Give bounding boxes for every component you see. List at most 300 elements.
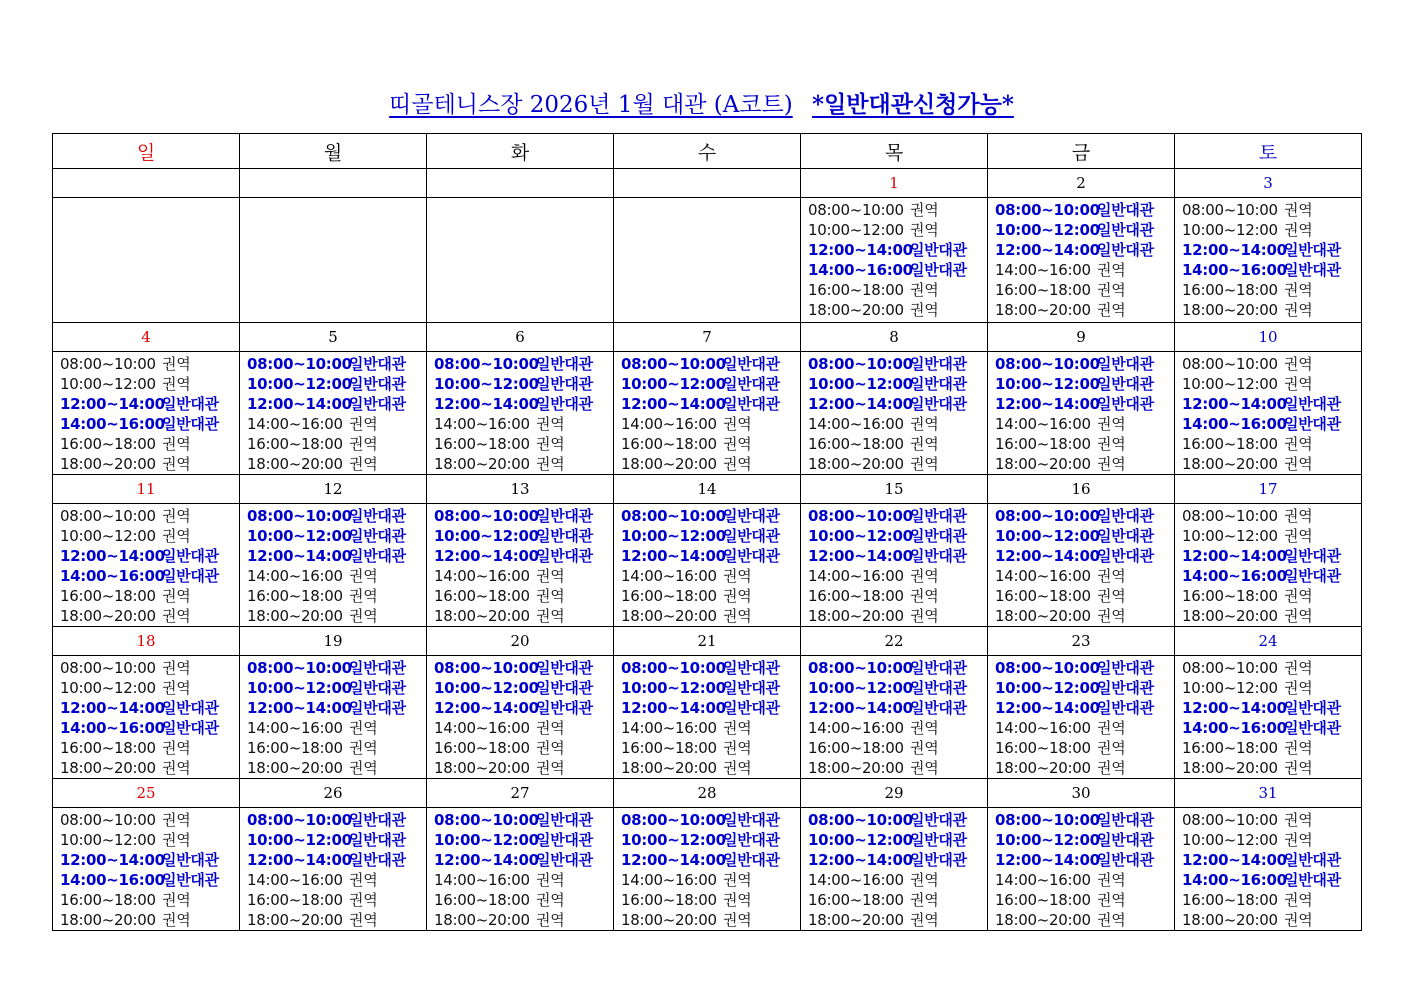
date-cell: 14 bbox=[614, 475, 801, 504]
slot-locked bbox=[995, 738, 1174, 758]
slot-label: 일반대관 bbox=[162, 547, 219, 565]
day-cell bbox=[53, 504, 240, 627]
slot-locked bbox=[60, 830, 239, 850]
slot-open bbox=[434, 658, 613, 678]
slot-row bbox=[53, 352, 1362, 475]
slot-list bbox=[988, 808, 1174, 930]
slot-label: 권역 bbox=[910, 455, 939, 473]
slot-label: 일반대관 bbox=[723, 375, 780, 393]
day-cell bbox=[240, 504, 427, 627]
slot-label: 권역 bbox=[162, 679, 191, 697]
slot-list bbox=[988, 198, 1174, 320]
slot-time: 12:00~14:00 bbox=[995, 547, 1100, 565]
slot-open bbox=[1182, 566, 1361, 586]
slot-label: 일반대관 bbox=[1097, 375, 1154, 393]
slot-list bbox=[801, 352, 987, 474]
slot-locked bbox=[434, 566, 613, 586]
slot-time: 14:00~16:00 bbox=[808, 871, 904, 889]
slot-locked bbox=[247, 910, 426, 930]
slot-time: 12:00~14:00 bbox=[434, 395, 539, 413]
slot-open bbox=[434, 830, 613, 850]
slot-time: 12:00~14:00 bbox=[247, 547, 352, 565]
slot-time: 16:00~18:00 bbox=[808, 587, 904, 605]
slot-open bbox=[1182, 414, 1361, 434]
slot-time: 14:00~16:00 bbox=[1182, 415, 1287, 433]
slot-time: 16:00~18:00 bbox=[621, 891, 717, 909]
slot-label: 일반대관 bbox=[1097, 659, 1154, 677]
slot-time: 10:00~12:00 bbox=[247, 375, 352, 393]
date-cell bbox=[53, 169, 240, 198]
slot-open bbox=[247, 394, 426, 414]
slot-locked bbox=[808, 870, 987, 890]
slot-label: 권역 bbox=[1097, 567, 1126, 585]
slot-open bbox=[808, 394, 987, 414]
slot-label: 일반대관 bbox=[536, 659, 593, 677]
slot-locked bbox=[995, 758, 1174, 778]
slot-time: 18:00~20:00 bbox=[808, 911, 904, 929]
slot-label: 일반대관 bbox=[1097, 699, 1154, 717]
slot-label: 일반대관 bbox=[1097, 221, 1154, 239]
slot-label: 권역 bbox=[1284, 739, 1313, 757]
slot-label: 권역 bbox=[349, 567, 378, 585]
slot-list bbox=[801, 504, 987, 626]
date-cell: 10 bbox=[1175, 323, 1362, 352]
slot-open bbox=[995, 354, 1174, 374]
slot-label: 권역 bbox=[910, 435, 939, 453]
weekday-sun: 일 bbox=[53, 134, 240, 169]
slot-label: 권역 bbox=[910, 301, 939, 319]
slot-time: 18:00~20:00 bbox=[808, 759, 904, 777]
slot-open bbox=[1182, 240, 1361, 260]
slot-locked bbox=[1182, 434, 1361, 454]
slot-list bbox=[614, 808, 800, 930]
slot-label: 일반대관 bbox=[349, 811, 406, 829]
slot-time: 16:00~18:00 bbox=[808, 891, 904, 909]
slot-time: 08:00~10:00 bbox=[1182, 201, 1278, 219]
slot-label: 일반대관 bbox=[723, 831, 780, 849]
slot-time: 12:00~14:00 bbox=[60, 395, 165, 413]
slot-list bbox=[53, 808, 239, 930]
slot-label: 권역 bbox=[162, 911, 191, 929]
slot-label: 권역 bbox=[162, 507, 191, 525]
slot-time: 18:00~20:00 bbox=[1182, 607, 1278, 625]
slot-label: 일반대관 bbox=[349, 679, 406, 697]
slot-label: 일반대관 bbox=[1097, 679, 1154, 697]
slot-open bbox=[434, 506, 613, 526]
slot-open bbox=[808, 374, 987, 394]
slot-locked bbox=[60, 526, 239, 546]
slot-time: 12:00~14:00 bbox=[60, 851, 165, 869]
date-row bbox=[53, 627, 1362, 656]
slot-time: 18:00~20:00 bbox=[434, 607, 530, 625]
slot-open bbox=[621, 374, 800, 394]
slot-time: 08:00~10:00 bbox=[60, 659, 156, 677]
slot-label: 권역 bbox=[1097, 587, 1126, 605]
date-cell: 8 bbox=[801, 323, 988, 352]
slot-time: 10:00~12:00 bbox=[995, 831, 1100, 849]
slot-label: 권역 bbox=[349, 891, 378, 909]
slot-label: 일반대관 bbox=[162, 567, 219, 585]
slot-label: 일반대관 bbox=[349, 395, 406, 413]
slot-time: 10:00~12:00 bbox=[808, 527, 913, 545]
slot-label: 권역 bbox=[1097, 739, 1126, 757]
slot-locked bbox=[808, 586, 987, 606]
slot-time: 16:00~18:00 bbox=[621, 435, 717, 453]
slot-locked bbox=[247, 890, 426, 910]
slot-label: 권역 bbox=[1097, 719, 1126, 737]
day-cell bbox=[614, 504, 801, 627]
slot-list bbox=[1175, 504, 1361, 626]
slot-open bbox=[247, 354, 426, 374]
day-cell bbox=[614, 808, 801, 931]
slot-label: 권역 bbox=[1097, 261, 1126, 279]
date-cell: 18 bbox=[53, 627, 240, 656]
slot-locked bbox=[808, 910, 987, 930]
slot-locked bbox=[434, 606, 613, 626]
slot-time: 18:00~20:00 bbox=[60, 911, 156, 929]
day-cell bbox=[240, 656, 427, 779]
slot-open bbox=[995, 698, 1174, 718]
date-cell: 25 bbox=[53, 779, 240, 808]
slot-locked bbox=[808, 758, 987, 778]
day-cell bbox=[988, 504, 1175, 627]
slot-time: 14:00~16:00 bbox=[995, 261, 1091, 279]
slot-locked bbox=[808, 718, 987, 738]
slot-open bbox=[621, 546, 800, 566]
slot-locked bbox=[60, 738, 239, 758]
slot-time: 08:00~10:00 bbox=[247, 507, 352, 525]
slot-label: 권역 bbox=[910, 759, 939, 777]
slot-label: 권역 bbox=[162, 831, 191, 849]
slot-locked bbox=[247, 454, 426, 474]
slot-time: 18:00~20:00 bbox=[247, 455, 343, 473]
slot-time: 12:00~14:00 bbox=[808, 395, 913, 413]
day-cell bbox=[801, 352, 988, 475]
slot-label: 일반대관 bbox=[723, 507, 780, 525]
slot-locked bbox=[621, 910, 800, 930]
slot-time: 10:00~12:00 bbox=[434, 679, 539, 697]
slot-label: 일반대관 bbox=[536, 679, 593, 697]
slot-label: 권역 bbox=[162, 455, 191, 473]
slot-time: 10:00~12:00 bbox=[995, 679, 1100, 697]
slot-locked bbox=[60, 810, 239, 830]
slot-locked bbox=[60, 434, 239, 454]
slot-open bbox=[621, 354, 800, 374]
slot-label: 일반대관 bbox=[536, 811, 593, 829]
slot-locked bbox=[1182, 586, 1361, 606]
slot-label: 권역 bbox=[536, 759, 565, 777]
slot-open bbox=[621, 658, 800, 678]
slot-open bbox=[808, 830, 987, 850]
slot-label: 일반대관 bbox=[1284, 871, 1341, 889]
date-cell: 13 bbox=[427, 475, 614, 504]
slot-time: 12:00~14:00 bbox=[1182, 395, 1287, 413]
slot-locked bbox=[434, 870, 613, 890]
slot-time: 08:00~10:00 bbox=[247, 355, 352, 373]
slot-locked bbox=[247, 870, 426, 890]
slot-time: 14:00~16:00 bbox=[247, 871, 343, 889]
slot-time: 08:00~10:00 bbox=[808, 811, 913, 829]
slot-time: 18:00~20:00 bbox=[434, 455, 530, 473]
date-cell: 30 bbox=[988, 779, 1175, 808]
slot-label: 일반대관 bbox=[910, 241, 967, 259]
slot-open bbox=[247, 506, 426, 526]
slot-time: 14:00~16:00 bbox=[621, 415, 717, 433]
date-cell: 27 bbox=[427, 779, 614, 808]
slot-label: 권역 bbox=[910, 587, 939, 605]
slot-label: 일반대관 bbox=[723, 851, 780, 869]
weekday-thu: 목 bbox=[801, 134, 988, 169]
slot-label: 일반대관 bbox=[723, 659, 780, 677]
slot-label: 일반대관 bbox=[1284, 395, 1341, 413]
slot-label: 일반대관 bbox=[349, 699, 406, 717]
slot-list bbox=[427, 808, 613, 930]
slot-time: 10:00~12:00 bbox=[60, 375, 156, 393]
slot-time: 14:00~16:00 bbox=[995, 719, 1091, 737]
slot-locked bbox=[621, 414, 800, 434]
slot-locked bbox=[60, 758, 239, 778]
slot-time: 18:00~20:00 bbox=[247, 911, 343, 929]
date-cell: 31 bbox=[1175, 779, 1362, 808]
slot-time: 12:00~14:00 bbox=[995, 699, 1100, 717]
slot-open bbox=[60, 870, 239, 890]
slot-time: 18:00~20:00 bbox=[1182, 455, 1278, 473]
slot-label: 권역 bbox=[1097, 435, 1126, 453]
slot-time: 10:00~12:00 bbox=[60, 679, 156, 697]
slot-time: 12:00~14:00 bbox=[247, 395, 352, 413]
slot-list bbox=[427, 198, 613, 200]
slot-time: 14:00~16:00 bbox=[995, 415, 1091, 433]
date-cell: 11 bbox=[53, 475, 240, 504]
slot-label: 일반대관 bbox=[349, 355, 406, 373]
slot-time: 14:00~16:00 bbox=[60, 567, 165, 585]
day-cell bbox=[427, 656, 614, 779]
slot-time: 18:00~20:00 bbox=[808, 301, 904, 319]
slot-time: 14:00~16:00 bbox=[808, 415, 904, 433]
slot-label: 권역 bbox=[1284, 891, 1313, 909]
slot-list bbox=[1175, 656, 1361, 778]
slot-time: 10:00~12:00 bbox=[434, 527, 539, 545]
slot-label: 권역 bbox=[910, 891, 939, 909]
slot-label: 일반대관 bbox=[536, 375, 593, 393]
slot-open bbox=[60, 566, 239, 586]
slot-row bbox=[53, 198, 1362, 323]
slot-label: 일반대관 bbox=[536, 527, 593, 545]
slot-list bbox=[614, 352, 800, 474]
slot-time: 08:00~10:00 bbox=[434, 507, 539, 525]
slot-open bbox=[247, 830, 426, 850]
slot-time: 10:00~12:00 bbox=[808, 375, 913, 393]
slot-time: 10:00~12:00 bbox=[434, 831, 539, 849]
slot-time: 14:00~16:00 bbox=[434, 871, 530, 889]
day-cell bbox=[240, 198, 427, 323]
date-cell: 3 bbox=[1175, 169, 1362, 198]
slot-label: 일반대관 bbox=[1097, 201, 1154, 219]
slot-open bbox=[808, 850, 987, 870]
slot-time: 16:00~18:00 bbox=[808, 435, 904, 453]
day-cell bbox=[53, 808, 240, 931]
slot-label: 권역 bbox=[723, 567, 752, 585]
slot-time: 08:00~10:00 bbox=[1182, 507, 1278, 525]
slot-open bbox=[434, 810, 613, 830]
slot-label: 권역 bbox=[1097, 415, 1126, 433]
slot-open bbox=[995, 546, 1174, 566]
slot-time: 14:00~16:00 bbox=[1182, 719, 1287, 737]
date-cell: 2 bbox=[988, 169, 1175, 198]
slot-time: 10:00~12:00 bbox=[247, 679, 352, 697]
slot-label: 일반대관 bbox=[910, 395, 967, 413]
slot-time: 18:00~20:00 bbox=[995, 607, 1091, 625]
slot-label: 권역 bbox=[536, 455, 565, 473]
slot-open bbox=[1182, 394, 1361, 414]
slot-label: 일반대관 bbox=[723, 395, 780, 413]
slot-locked bbox=[808, 414, 987, 434]
date-cell: 28 bbox=[614, 779, 801, 808]
slot-open bbox=[808, 698, 987, 718]
slot-time: 18:00~20:00 bbox=[1182, 911, 1278, 929]
slot-locked bbox=[1182, 280, 1361, 300]
slot-open bbox=[808, 546, 987, 566]
weekday-fri: 금 bbox=[988, 134, 1175, 169]
slot-time: 08:00~10:00 bbox=[995, 507, 1100, 525]
slot-open bbox=[434, 374, 613, 394]
slot-label: 일반대관 bbox=[910, 811, 967, 829]
slot-time: 08:00~10:00 bbox=[247, 811, 352, 829]
slot-open bbox=[995, 220, 1174, 240]
slot-label: 일반대관 bbox=[349, 851, 406, 869]
slot-time: 16:00~18:00 bbox=[60, 587, 156, 605]
slot-locked bbox=[808, 566, 987, 586]
slot-locked bbox=[995, 454, 1174, 474]
slot-open bbox=[808, 240, 987, 260]
slot-label: 일반대관 bbox=[910, 527, 967, 545]
slot-locked bbox=[434, 910, 613, 930]
slot-label: 권역 bbox=[349, 719, 378, 737]
slot-time: 12:00~14:00 bbox=[621, 851, 726, 869]
slot-time: 18:00~20:00 bbox=[808, 455, 904, 473]
slot-time: 12:00~14:00 bbox=[1182, 241, 1287, 259]
slot-open bbox=[1182, 546, 1361, 566]
date-cell: 12 bbox=[240, 475, 427, 504]
slot-label: 권역 bbox=[910, 607, 939, 625]
date-row bbox=[53, 323, 1362, 352]
slot-list bbox=[240, 198, 426, 200]
slot-time: 16:00~18:00 bbox=[1182, 739, 1278, 757]
slot-locked bbox=[808, 300, 987, 320]
slot-time: 18:00~20:00 bbox=[1182, 759, 1278, 777]
slot-locked bbox=[621, 738, 800, 758]
slot-label: 권역 bbox=[910, 415, 939, 433]
slot-time: 14:00~16:00 bbox=[995, 871, 1091, 889]
slot-locked bbox=[60, 374, 239, 394]
slot-time: 18:00~20:00 bbox=[621, 759, 717, 777]
slot-open bbox=[1182, 260, 1361, 280]
slot-time: 14:00~16:00 bbox=[247, 567, 343, 585]
day-cell bbox=[1175, 808, 1362, 931]
date-cell: 20 bbox=[427, 627, 614, 656]
slot-time: 08:00~10:00 bbox=[60, 355, 156, 373]
slot-time: 10:00~12:00 bbox=[621, 375, 726, 393]
slot-label: 권역 bbox=[723, 587, 752, 605]
day-cell bbox=[614, 656, 801, 779]
slot-locked bbox=[621, 718, 800, 738]
slot-locked bbox=[995, 280, 1174, 300]
slot-open bbox=[808, 678, 987, 698]
slot-list bbox=[801, 198, 987, 320]
slot-label: 권역 bbox=[536, 607, 565, 625]
slot-label: 권역 bbox=[1284, 301, 1313, 319]
slot-label: 권역 bbox=[162, 759, 191, 777]
slot-open bbox=[995, 394, 1174, 414]
slot-time: 12:00~14:00 bbox=[808, 547, 913, 565]
slot-label: 일반대관 bbox=[162, 871, 219, 889]
slot-label: 일반대관 bbox=[349, 527, 406, 545]
slot-label: 권역 bbox=[723, 607, 752, 625]
date-cell: 23 bbox=[988, 627, 1175, 656]
slot-open bbox=[995, 240, 1174, 260]
slot-locked bbox=[1182, 810, 1361, 830]
slot-locked bbox=[60, 678, 239, 698]
slot-time: 16:00~18:00 bbox=[621, 587, 717, 605]
slot-locked bbox=[1182, 200, 1361, 220]
slot-locked bbox=[247, 414, 426, 434]
slot-list bbox=[427, 656, 613, 778]
slot-label: 권역 bbox=[536, 587, 565, 605]
slot-open bbox=[60, 850, 239, 870]
slot-locked bbox=[247, 566, 426, 586]
slot-open bbox=[808, 810, 987, 830]
slot-time: 10:00~12:00 bbox=[995, 527, 1100, 545]
slot-time: 10:00~12:00 bbox=[434, 375, 539, 393]
slot-open bbox=[808, 260, 987, 280]
slot-time: 14:00~16:00 bbox=[621, 719, 717, 737]
slot-label: 권역 bbox=[910, 871, 939, 889]
slot-list bbox=[801, 656, 987, 778]
slot-time: 12:00~14:00 bbox=[808, 851, 913, 869]
slot-open bbox=[621, 810, 800, 830]
slot-time: 16:00~18:00 bbox=[247, 891, 343, 909]
day-cell bbox=[240, 352, 427, 475]
slot-time: 10:00~12:00 bbox=[808, 221, 904, 239]
slot-label: 권역 bbox=[723, 911, 752, 929]
day-cell bbox=[801, 656, 988, 779]
slot-time: 16:00~18:00 bbox=[434, 891, 530, 909]
slot-time: 10:00~12:00 bbox=[621, 527, 726, 545]
slot-time: 08:00~10:00 bbox=[995, 811, 1100, 829]
calendar-body bbox=[53, 169, 1362, 931]
slot-locked bbox=[808, 280, 987, 300]
slot-label: 권역 bbox=[1284, 679, 1313, 697]
weekday-sat: 토 bbox=[1175, 134, 1362, 169]
day-cell bbox=[988, 656, 1175, 779]
slot-time: 08:00~10:00 bbox=[621, 659, 726, 677]
slot-time: 10:00~12:00 bbox=[995, 221, 1100, 239]
slot-time: 18:00~20:00 bbox=[808, 607, 904, 625]
date-cell: 16 bbox=[988, 475, 1175, 504]
slot-label: 권역 bbox=[349, 455, 378, 473]
slot-time: 12:00~14:00 bbox=[621, 395, 726, 413]
slot-locked bbox=[1182, 738, 1361, 758]
slot-open bbox=[808, 354, 987, 374]
page-title bbox=[0, 86, 1403, 119]
date-cell: 15 bbox=[801, 475, 988, 504]
slot-open bbox=[808, 658, 987, 678]
day-cell bbox=[53, 352, 240, 475]
slot-label: 일반대관 bbox=[536, 851, 593, 869]
slot-locked bbox=[60, 454, 239, 474]
slot-label: 권역 bbox=[723, 871, 752, 889]
slot-time: 16:00~18:00 bbox=[60, 891, 156, 909]
